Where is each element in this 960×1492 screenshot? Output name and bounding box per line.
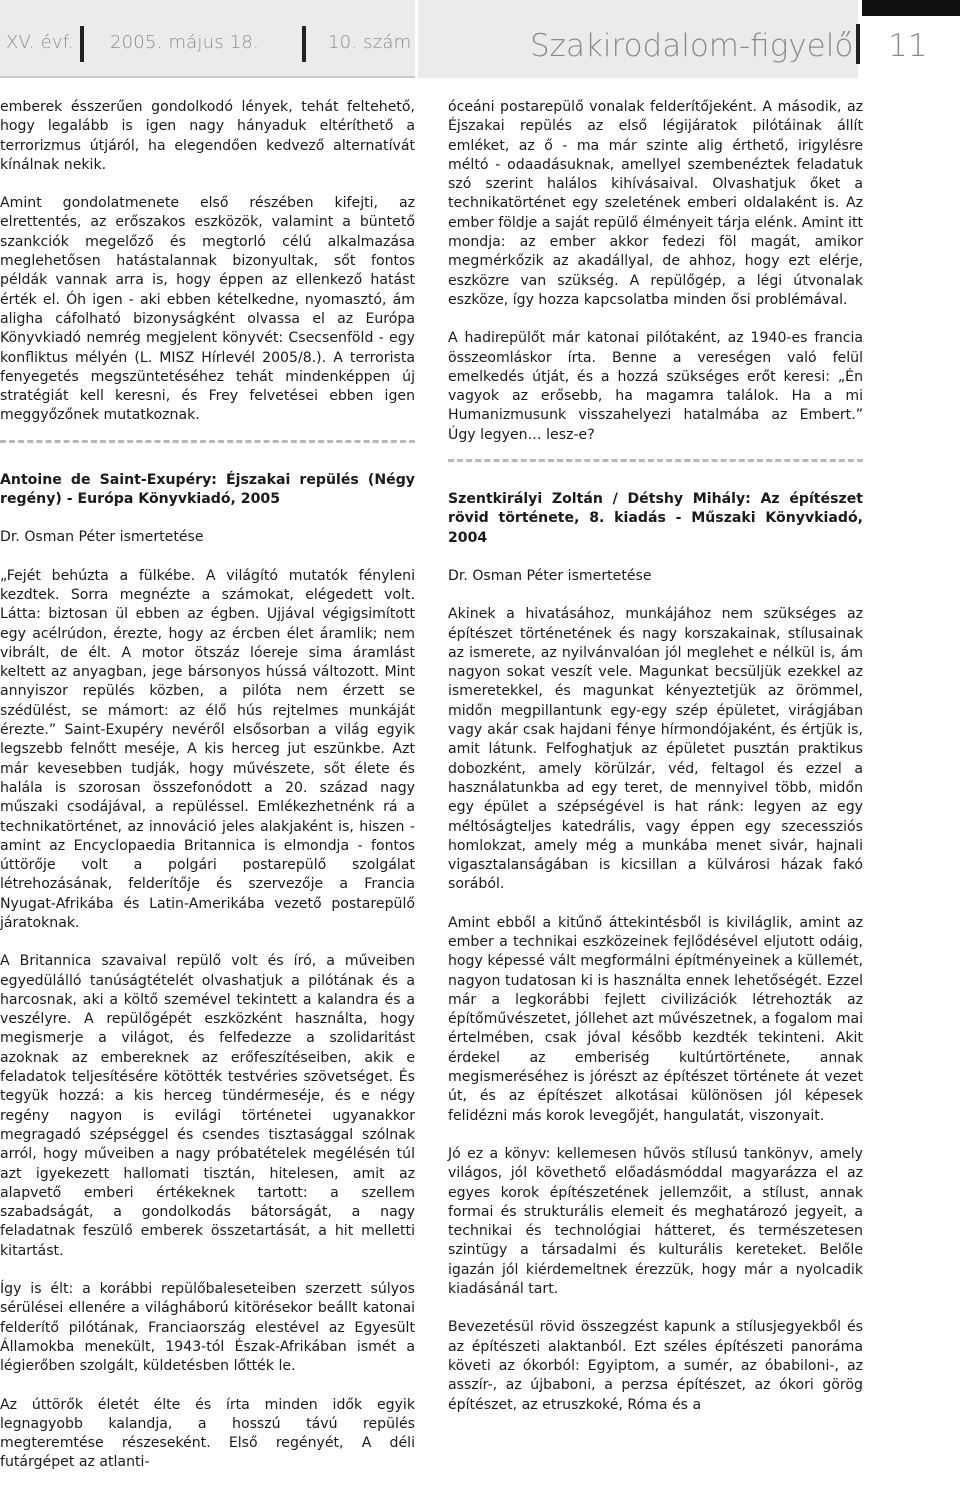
header-separator [80,26,84,62]
header-separator [302,26,306,62]
header-black-tab [862,0,960,16]
page-header [0,0,960,78]
header-left-band [0,0,415,78]
paragraph: Akinek a hivatásához, munkájához nem szükséges az építészet történetének és nagy korszakainak, stílusainak az ismerete, az nyilvánvalóan jól meglehet e nélkül is, ám nagyon sokat veszít vele. Magunkat becsüljük ezekkel az ismeretekkel, és magunkat kényeztetjük az örömmel, midőn megpillantunk egy-egy szép épületet, virágjában vagy akár csak hajdani fénye hírmondójaként, és értjük is, amit látunk. Felfoghatjuk az épületet pusztán praktikus dobozként, amely körülzár, véd, feltagol és ezzel a használatunkba ad egy teret, de mennyivel több, midőn egy épület a szépségével is hat ránk: legyen az egy méltóságteljes katedrális, vagy éppen egy szecessziós homlokzat, amely még a munkába menet sivár, hajnali vigasztalanságában is kicsillan a külvárosi házak fakó sorából. [448,606,863,893]
paragraph: óceáni postarepülő vonalak felderítőjeként. A második, az Éjszakai repülés az első légijáratok pilótáinak állít emléket, az ő - ma már szinte alig érthető, irigylésre méltó - odaadásuknak, amellyel szembenéztek feladatuk szó szerint halálos kihívásaival. Olvashatjuk őket a technikatörténet egy szeletének emberi oldalaként is. Az ember földje a saját repülő élményeit tárja elénk. Amint itt mondja: az ember akkor fedezi föl magát, amikor megmérkőzik az akadállyal, de ahhoz, hogy ezt elérje, eszközre van szükség. A repülőgép, a légi útvonalak eszköze, így hozza kapcsolatba minden ősi problémával. [448,99,863,308]
review-author: Dr. Osman Péter ismertetése [0,529,204,546]
issue-number: 10. szám [328,32,412,53]
review-title: Szentkirályi Zoltán / Détshy Mihály: Az építészet rövid története, 8. kiadás - Műszaki Könyvkiadó, 2004 [448,491,863,546]
issue-volume: XV. évf. [6,32,74,53]
review-title: Antoine de Saint-Exupéry: Éjszakai repülés (Négy regény) - Európa Könyvkiadó, 2005 [0,471,415,508]
paragraph: Bevezetésül rövid összegzést kapunk a stílusjegyekből és az építészeti alaktanból. Ezt széles építészeti panoráma követi az ókorból: Egyiptom, a sumér, az óbabiloni-, az asszír-, az újbaboni, a perzsa építészet, az ókori görög építészet, az etruszkoké, Róma és a [448,1319,863,1413]
header-separator [856,24,860,64]
paragraph: Amint ebből a kitűnő áttekintésből is kiviláglik, amint az ember a technikai eszközeinek fejlődésével eljutott odáig, hogy képessé vált megformálni építményeinek a küllemét, nagyon tudatosan ki is használta ennek lehetőségét. Ezzel már a legkorábbi fejlett civilizációk létrehozták az építőművészetet, jóllehet azt művészetnek, a fogalom mai értelmében, csak jóval később kezdték tekinteni. Akit érdekel az emberiség kultúrtörténete, annak megismeréséhez is jórészt az építészet története át vezet út, és az építészet alkotásai különösen jól képesek felidézni más korok levegőjét, hangulatát, viszonyait. [448,914,863,1124]
right-column [448,98,863,1434]
left-column [0,98,415,1492]
paragraph: Az úttörők életét élte és írta minden idők egyik legnagyobb kalandja, a hosszú távú repülés megteremtése részeseként. Első regényét, A déli futárgépet az atlanti- [0,1396,415,1471]
section-divider [448,459,863,462]
review-author: Dr. Osman Péter ismertetése [448,567,652,584]
header-rule [0,76,415,78]
section-divider [0,440,415,443]
paragraph: Jó ez a könyv: kellemesen hűvös stílusú tankönyv, amely világos, jól követhető előadásmóddal magyarázza el az egyes korok építészetének jellemzőit, a stílust, annak formai és strukturális elemeit és meghatározó jegyeit, a technikai és technológiai hátteret, és természetesen szintügy a társadalmi és kulturális kereteket. Belőle igazán jól kiérdemeltnek érezzük, hogy már a nyolcadik kiadásánál tart. [448,1145,863,1298]
paragraph: Így is élt: a korábbi repülőbaleseteiben szerzett súlyos sérülései ellenére a világháború kitörésekor beállt katonai felderítő pilótának, Franciaország elestével az Egyesült Államokba menekült, 1943-tól Észak-Afrikában ismét a légierőben szolgált, küldetésben lőtték le. [0,1281,415,1375]
issue-date: 2005. május 18. [110,32,259,53]
section-title: Szakirodalom-figyelő [530,28,854,64]
paragraph: A hadirepülőt már katonai pilótaként, az 1940-es francia összeomláskor írta. Benne a vereségen való felül emelkedés útját, és a hozzá szükséges erőt keresi: „Én vagyok az erősebb, ha magamra találok. Ha a mi Humanizmusunk visszahelyezi hatalmába az Embert.” Úgy legyen… lesz-e? [448,330,863,443]
paragraph: Amint gondolatmenete első részében kifejti, az elrettentés, az erőszakos eszközök, valamint a büntető szankciók megelőző és megtorló célú alkalmazása meglehetősen hatástalannak bizonyultak, sőt fontos példák vannak arra is, hogy éppen az ellenkező hatást érték el. Óh igen - aki ebben kételkedne, nyomasztó, ám aligha cáfolható bizonyságként olvassa el az Európa Könyvkiadó nemrég megjelent könyvét: Csecsenföld - egy konfliktus mélyén (L. MISZ Hírlevél 2005/8.). A terrorista fenyegetés megszüntetéséhez tehát mindenképpen új stratégiát kell keresni, és Frey felvetései ebben igen meggyőzőnek mutatkoznak. [0,195,415,424]
paragraph: emberek ésszerűen gondolkodó lények, tehát feltehető, hogy legalább is igen nagy hányaduk eltéríthető a terrorizmus útjáról, ha elegendően kedvező alternatívát kínálnak nekik. [0,99,415,173]
paragraph: A Britannica szavaival repülő volt és író, a műveiben egyedülálló tanúságtételét olvashatjuk a pilótának és a harcosnak, aki a költő szemével tekintett a kalandra és a veszélyre. A repülőgépét eszközként használta, hogy megismerje a világot, és felfedezze a szolidaritást azoknak az embereknek az erőfeszítéseiben, akik e feladatok teljesítésére kötötték testvéries szövetséget. És tegyük hozzá: a kis herceg tündérmeséje, és e négy regény nagyon is evilági történetei ugyanakkor megragadó szépséggel és csendes tisztasággal szólnak arról, hogy műveiben a nagy próbatételek megélésén túl azt igyekezett hallomati tisztán, hitelesen, amit az alapvető emberi értékeknek tartott: a szellem szabadságát, a gondolkodás bátorságát, a nagy feladatnak feszülő emberek összetartását, a hit melletti kitartást. [0,953,415,1259]
page-number: 11 [888,28,928,64]
paragraph: „Fejét behúzta a fülkébe. A világító mutatók fényleni kezdtek. Sorra megnézte a számokat, elégedett volt. Látta: biztosan ül ebben az égben. Ujjával végigsimított egy acélrúdon, érezte, hogy az ércben élet áramlik; nem vibrált, de élt. A motor ötszáz lóereje sima áramlást keltett az anyagban, jege bársonyos hússá változott. Mint annyiszor repülés közben, a pilóta nem érzett se szédülést, se mámort: az élő hús rejtelmes munkáját érezte.” Saint-Exupéry nevéről elsősorban a világ egyik legszebb felnőtt meséje, A kis herceg jut eszünkbe. Azt már kevesebben tudják, hogy művészete, sőt élete és halála is szorosan összefonódott a 20. század nagy műszaki csodájával, a repüléssel. Emlékezhetnénk rá a technikatörténet, az innováció jeles alakjaként is, hiszen - amint az Encyclopaedia Britannica is elmondja - fontos úttörője volt a polgári postarepülő szolgálat létrehozásának, felderítője és szervezője a Francia Nyugat-Afrikába és Latin-Amerikába vezető postarepülő járatoknak. [0,567,415,931]
